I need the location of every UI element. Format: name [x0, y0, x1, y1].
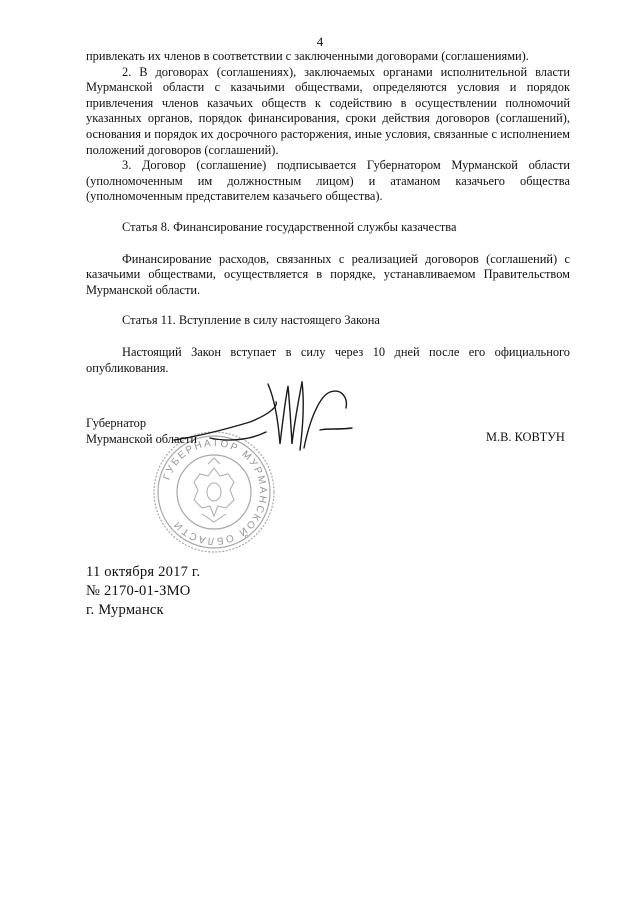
footer-date: 11 октября 2017 г. — [86, 564, 201, 580]
article-11-text: Настоящий Закон вступает в силу через 10 дней после его официального опубликования. — [86, 344, 570, 375]
paragraph-continuation: привлекать их членов в соответствии с заключенными договорами (соглашениями). — [86, 49, 529, 63]
article-11-heading: Статья 11. Вступление в силу настоящего Закона — [122, 313, 380, 328]
footer-place: г. Мурманск — [86, 602, 164, 618]
eagle-emblem-icon — [194, 458, 234, 522]
document-body — [86, 49, 570, 376]
signatory-name: М.В. КОВТУН — [486, 430, 565, 444]
signatory-title-line-2: Мурманской области — [86, 432, 198, 446]
article-8-heading: Статья 8. Финансирование государственной службы казачества — [122, 219, 457, 234]
page-number: 4 — [316, 34, 324, 49]
article-8-text: Финансирование расходов, связанных с реализацией договоров (соглашений) с казачьими обществами, осуществляется в порядке, устанавливаемом Правительством Мурманской области. — [86, 251, 570, 297]
seal-text: ГУБЕРНАТОР МУРМАНСКОЙ ОБЛАСТИ — [161, 437, 269, 547]
signatory-title — [86, 415, 197, 447]
paragraph-2: 2. В договорах (соглашениях), заключаемых органами исполнительной власти Мурманской области с казачьими обществами, определяются условия и порядок привлечения членов казачьих обществ к содействию в осуществлении полномочий указанных органов, порядок финансирования, сроки действия договоров (соглашений), основания и порядок их досрочного расторжения, иные условия, связанные с исполнением положений договоров (соглашений). — [86, 64, 570, 157]
footer-block — [86, 563, 200, 620]
handwritten-signature — [170, 378, 360, 458]
paragraph-3: 3. Договор (соглашение) подписывается Губернатором Мурманской области (уполномоченным им должностным лицом) и атаманом казачьего общества (уполномоченным представителем казачьего общества). — [86, 158, 570, 204]
signatory-title-line-1: Губернатор — [86, 416, 147, 430]
footer-number: № 2170-01-ЗМО — [86, 583, 191, 599]
